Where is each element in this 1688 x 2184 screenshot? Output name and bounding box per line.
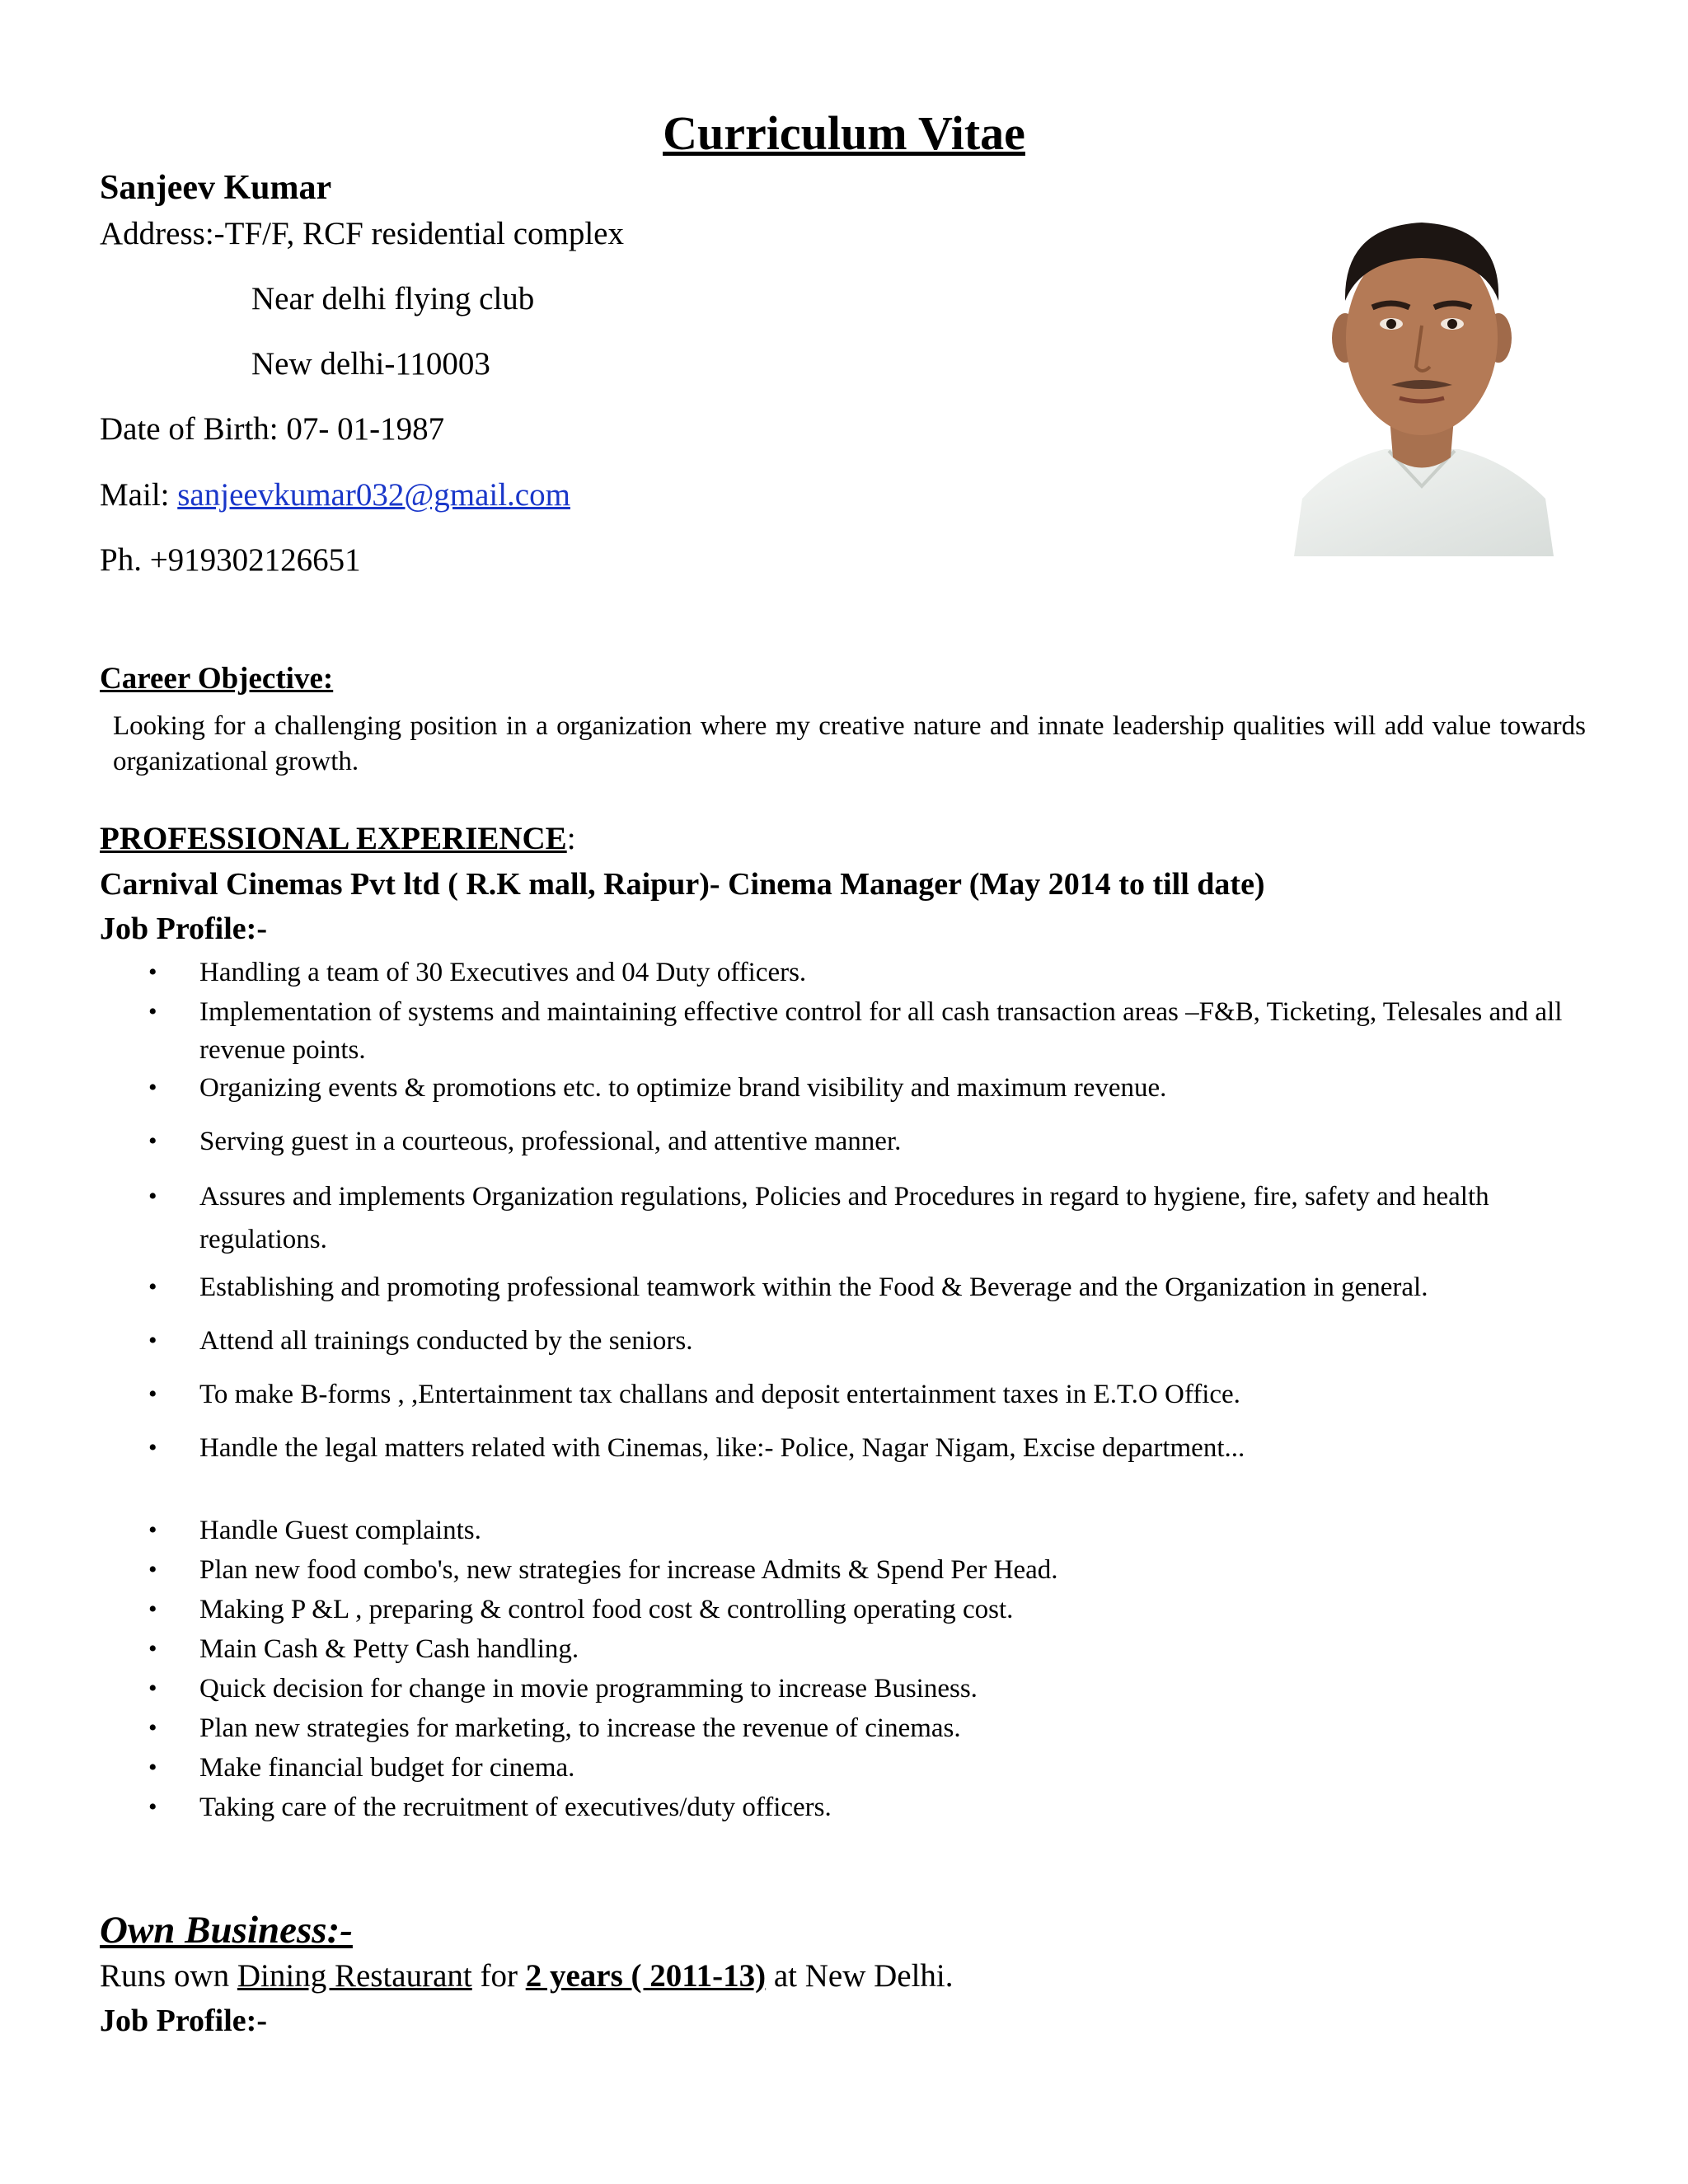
address-line-3: New delhi-110003 — [251, 346, 490, 382]
own-business-prefix: Runs own — [100, 1958, 237, 1994]
list-item-text: Plan new strategies for marketing, to increase the revenue of cinemas. — [199, 1713, 961, 1743]
list-item-text: Establishing and promoting professional teamwork within the Food & Beverage and the Organization in general. — [199, 1272, 1428, 1302]
address-line-2: Near delhi flying club — [251, 281, 535, 316]
bullet-icon: • — [148, 1183, 157, 1210]
bullet-icon: • — [148, 1635, 157, 1662]
own-business-restaurant: Dining Restaurant — [237, 1958, 472, 1994]
company-position-line: Carnival Cinemas Pvt ltd ( R.K mall, Raipur)- Cinema Manager (May 2014 to till date) — [100, 867, 1265, 902]
bullet-icon: • — [148, 958, 157, 986]
own-business-suffix: at New Delhi. — [766, 1958, 954, 1994]
bullet-icon: • — [148, 998, 157, 1025]
own-business-heading: Own Business:- — [100, 1909, 353, 1952]
bullet-icon: • — [148, 1434, 157, 1461]
list-item-text: Implementation of systems and maintaining effective control for all cash transaction areas –F&B, Ticketing, Telesales and all revenue points. — [199, 997, 1563, 1065]
bullet-icon: • — [148, 1327, 157, 1354]
career-objective-text: Looking for a challenging position in a organization where my creative nature and innate leadership qualities will add value towards organizational growth. — [113, 711, 1586, 776]
candidate-name: Sanjeev Kumar — [100, 169, 332, 207]
bullet-icon: • — [148, 1074, 157, 1101]
professional-experience-colon: : — [566, 821, 576, 856]
bullet-icon: • — [148, 1516, 157, 1544]
bullet-icon: • — [148, 1675, 157, 1702]
bullet-icon: • — [148, 1127, 157, 1155]
own-business-description — [100, 1955, 954, 1998]
bullet-icon: • — [148, 1556, 157, 1583]
mail-row — [100, 475, 570, 516]
professional-experience-heading — [100, 818, 576, 860]
bullet-icon: • — [148, 1596, 157, 1623]
date-of-birth: Date of Birth: 07- 01-1987 — [100, 411, 445, 447]
address-line-1: Address:-TF/F, RCF residential complex — [100, 216, 624, 251]
bullet-icon: • — [148, 1754, 157, 1781]
list-item-text: Assures and implements Organization regulations, Policies and Procedures in regard to hygiene, fire, safety and health regulations. — [199, 1182, 1489, 1254]
bullet-icon: • — [148, 1273, 157, 1301]
bullet-icon: • — [148, 1380, 157, 1408]
profile-photo — [1286, 202, 1558, 556]
document-title: Curriculum Vitae — [663, 106, 1025, 160]
email-link[interactable]: sanjeevkumar032@gmail.com — [177, 477, 570, 513]
list-item-text: Making P &L , preparing & control food cost & controlling operating cost. — [199, 1595, 1014, 1624]
job-profile-label: Job Profile:- — [100, 912, 267, 946]
own-business-mid: for — [471, 1958, 526, 1994]
list-item-text: To make B-forms , ,Entertainment tax challans and deposit entertainment taxes in E.T.O Office. — [199, 1380, 1240, 1409]
list-item-text: Organizing events & promotions etc. to optimize brand visibility and maximum revenue. — [199, 1073, 1167, 1103]
list-item-text: Plan new food combo's, new strategies for increase Admits & Spend Per Head. — [199, 1555, 1058, 1585]
list-item-text: Make financial budget for cinema. — [199, 1753, 575, 1783]
own-business-job-profile-label: Job Profile:- — [100, 2004, 267, 2038]
professional-experience-title: PROFESSIONAL EXPERIENCE — [100, 821, 567, 856]
list-item-text: Taking care of the recruitment of executives/duty officers. — [199, 1793, 832, 1822]
list-item-text: Main Cash & Petty Cash handling. — [199, 1634, 579, 1664]
list-item-text: Handling a team of 30 Executives and 04 Duty officers. — [199, 958, 807, 987]
bullet-icon: • — [148, 1793, 157, 1821]
list-item-text: Handle Guest complaints. — [199, 1516, 481, 1545]
mail-label: Mail: — [100, 477, 178, 513]
own-business-years: 2 years ( 2011-13) — [525, 1958, 767, 1994]
bullet-icon: • — [148, 1714, 157, 1741]
career-objective-heading: Career Objective: — [100, 662, 334, 696]
list-item-text: Attend all trainings conducted by the seniors. — [199, 1326, 693, 1356]
phone-number: Ph. +919302126651 — [100, 542, 361, 578]
list-item-text: Quick decision for change in movie programming to increase Business. — [199, 1674, 978, 1704]
list-item-text: Handle the legal matters related with Cinemas, like:- Police, Nagar Nigam, Excise department... — [199, 1433, 1245, 1463]
list-item-text: Serving guest in a courteous, professional, and attentive manner. — [199, 1127, 902, 1156]
